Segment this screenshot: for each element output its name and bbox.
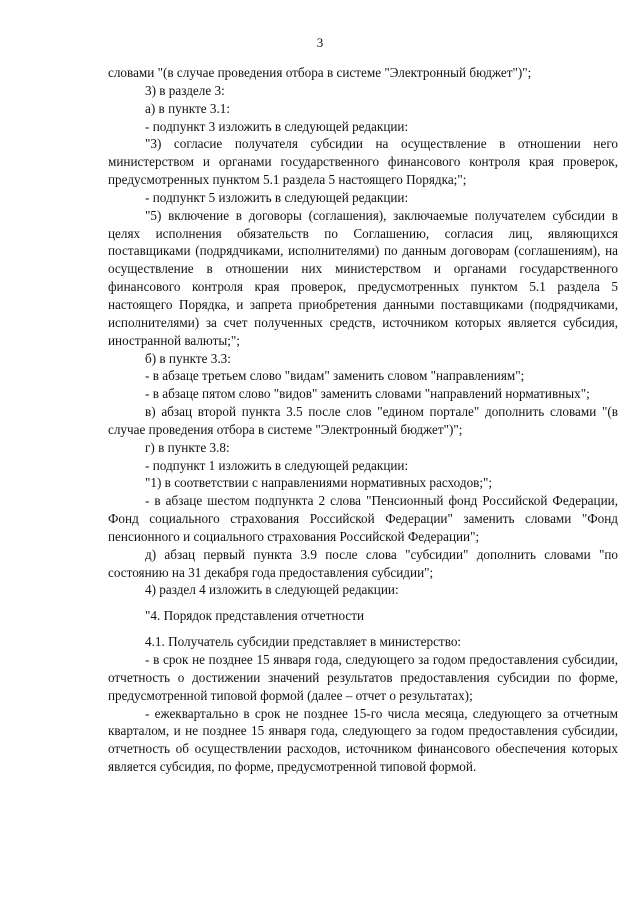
paragraph: в) абзац второй пункта 3.5 после слов "едином портале" дополнить словами "(в случае проведения отбора в системе "Электронный бюджет")"; [108, 404, 618, 437]
paragraph: - ежеквартально в срок не позднее 15-го числа месяца, следующего за отчетным кварталом, и не позднее 15 января года, следующего за годом предоставления субсидии, отчетность об осуществлении расходов, источником финансового обеспечения которых является субсидия, по форме, предусмотренной типовой формой. [108, 705, 618, 775]
paragraph: а) в пункте 3.1: [145, 100, 231, 116]
paragraph: - в срок не позднее 15 января года, следующего за годом предоставления субсидии, отчетность о достижении значений результатов предоставления субсидии по форме, предусмотренной типовой формой (далее – отчет о результатах); [108, 652, 618, 703]
paragraph: "5) включение в договоры (соглашения), заключаемые получателем субсидии в целях исполнения обязательств по Соглашению, согласия лиц, являющихся поставщиками (подрядчиками, исполнителями) по данным договорам (соглашениям), на осуществление в отношении них министерством и органами государственного финансового контроля края проверок, предусмотренных пунктом 5.1 раздела 5 настоящего Порядка, и запрета приобретения данными поставщиками (подрядчиками, исполнителями) за счет полученных средств, источником которых является субсидия, иностранной валюты;"; [108, 207, 618, 348]
paragraph: "1) в соответствии с направлениями нормативных расходов;"; [145, 475, 493, 491]
paragraph: 4.1. Получатель субсидии представляет в министерство: [145, 634, 462, 650]
paragraph: 3) в разделе 3: [145, 82, 225, 98]
paragraph: - подпункт 5 изложить в следующей редакции: [145, 189, 409, 205]
paragraph: - в абзаце шестом подпункта 2 слова "Пенсионный фонд Российской Федерации, Фонд социального страхования Российской Федерации" заменить словами "Фонд пенсионного и социального страхования Российской Федерации"; [108, 493, 618, 544]
paragraph: д) абзац первый пункта 3.9 после слова "субсидии" дополнить словами "по состоянию на 31 декабря года предоставления субсидии"; [108, 546, 618, 580]
paragraph: - в абзаце третьем слово "видам" заменить словом "направлениям"; [145, 368, 525, 384]
paragraph: б) в пункте 3.3: [145, 350, 231, 366]
paragraph: - в абзаце пятом слово "видов" заменить словами "направлений нормативных"; [145, 386, 590, 402]
paragraph: - подпункт 1 изложить в следующей редакции: [145, 457, 409, 473]
paragraph: "3) согласие получателя субсидии на осуществление в отношении него министерством и органами государственного финансового контроля края проверок, предусмотренных пунктом 5.1 раздела 5 настоящего Порядка;"; [108, 136, 618, 188]
paragraph: г) в пункте 3.8: [145, 439, 230, 455]
document-body [108, 64, 618, 776]
paragraph: словами "(в случае проведения отбора в системе "Электронный бюджет")"; [108, 65, 532, 80]
page-number: 3 [316, 35, 324, 50]
section-heading: "4. Порядок представления отчетности [145, 608, 365, 624]
paragraph: 4) раздел 4 изложить в следующей редакции: [145, 582, 399, 598]
paragraph: - подпункт 3 изложить в следующей редакции: [145, 118, 409, 134]
